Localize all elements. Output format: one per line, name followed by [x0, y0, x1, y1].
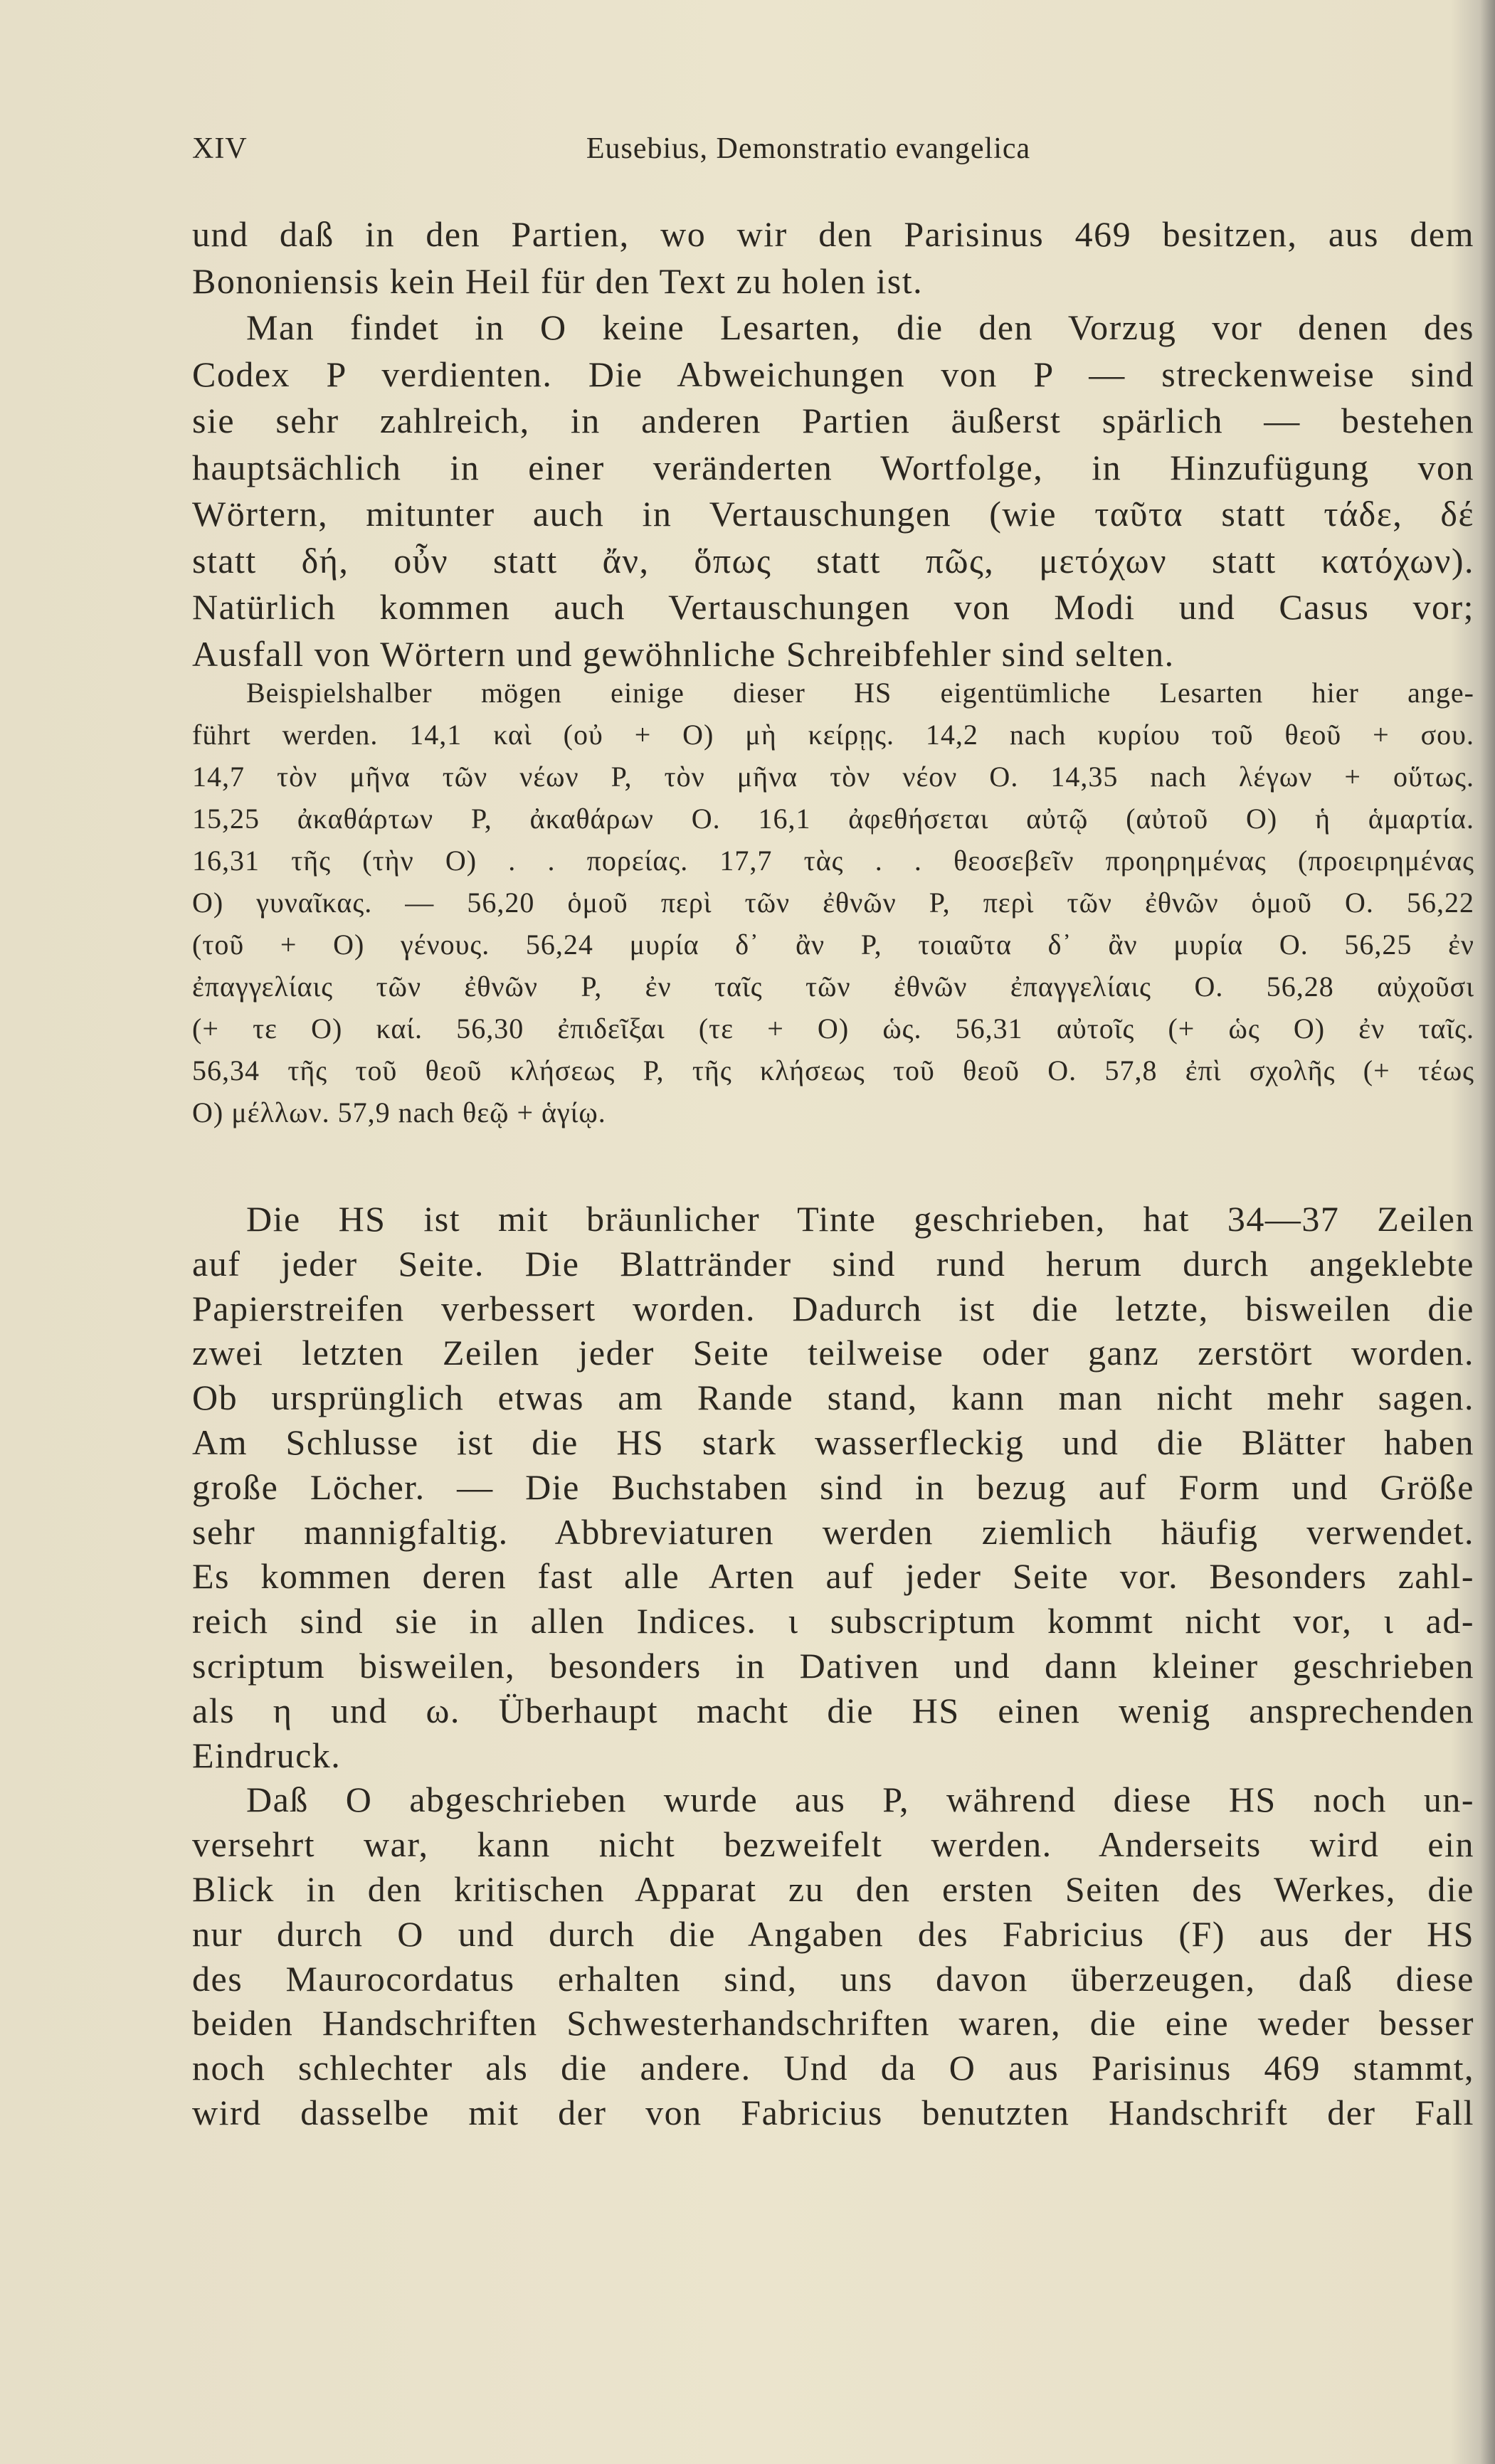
text-line: wird dasselbe mit der von Fabricius benutzten Handschrift der Fall [192, 2092, 1474, 2132]
text-line: 16,31 τῆς (τὴν O) . . πορείας. 17,7 τὰς . . θεοσεβεῖν προηρημένας (προειρημένας [192, 845, 1474, 877]
body-text-upper [192, 211, 1474, 677]
paragraph [192, 672, 1474, 1133]
text-line: Bononiensis kein Heil für den Text zu holen ist. [192, 260, 924, 301]
text-line: Am Schlusse ist die HS stark wasserfleckig und die Blätter haben [192, 1422, 1474, 1462]
text-line: auf jeder Seite. Die Blattränder sind rund herum durch angeklebte [192, 1243, 1474, 1284]
text-line: 14,7 τὸν μῆνα τῶν νέων P, τὸν μῆνα τὸν νέον O. 14,35 nach λέγων + οὕτως. [192, 761, 1474, 793]
text-line: Die HS ist mit bräunlicher Tinte geschrieben, hat 34—37 Zeilen [246, 1199, 1474, 1239]
body-text-lower [192, 1197, 1474, 2135]
text-line: zwei letzten Zeilen jeder Seite teilweise oder ganz zerstört worden. [192, 1333, 1474, 1373]
text-line: sehr mannigfaltig. Abbreviaturen werden ziemlich häufig verwendet. [192, 1511, 1474, 1552]
text-line: große Löcher. — Die Buchstaben sind in bezug auf Form und Größe [192, 1466, 1474, 1507]
text-line: des Maurocordatus erhalten sind, uns davon überzeugen, daß diese [192, 1958, 1474, 1999]
text-line: Papierstreifen verbessert worden. Dadurch ist die letzte, bisweilen die [192, 1288, 1474, 1328]
text-line: nur durch O und durch die Angaben des Fabricius (F) aus der HS [192, 1913, 1474, 1954]
text-line: Natürlich kommen auch Vertauschungen von Modi und Casus vor; [192, 587, 1474, 627]
text-line: O) μέλλων. 57,9 nach θεῷ + ἁγίῳ. [192, 1096, 606, 1128]
text-line: Blick in den kritischen Apparat zu den ersten Seiten des Werkes, die [192, 1868, 1474, 1909]
text-line: 15,25 ἀκαθάρτων P, ἀκαθάρων O. 16,1 ἀφεθήσεται αὐτῷ (αὐτοῦ O) ἡ ἁμαρτία. [192, 803, 1474, 835]
text-line: Daß O abgeschrieben wurde aus P, während diese HS noch un- [246, 1780, 1474, 1820]
text-line: statt δή, οὖν statt ἄν, ὅπως statt πῶς, μετόχων statt κατόχων). [192, 540, 1474, 581]
text-line: Codex P verdienten. Die Abweichungen von P — streckenweise sind [192, 354, 1474, 394]
paragraph [192, 305, 1474, 677]
text-line: O) γυναῖκας. — 56,20 ὁμοῦ περὶ τῶν ἐθνῶν P, περὶ τῶν ἐθνῶν ὁμοῦ O. 56,22 [192, 887, 1474, 919]
text-line: sie sehr zahlreich, in anderen Partien äußerst spärlich — bestehen [192, 401, 1474, 440]
text-line: Ob ursprünglich etwas am Rande stand, kann man nicht mehr sagen. [192, 1378, 1474, 1418]
text-line: (+ τε O) καί. 56,30 ἐπιδεῖξαι (τε + O) ὡς. 56,31 αὐτοῖς (+ ὡς O) ἐν ταῖς. [192, 1012, 1474, 1045]
paragraph [192, 1197, 1474, 1777]
text-line: reich sind sie in allen Indices. ι subscriptum kommt nicht vor, ι ad- [192, 1601, 1474, 1641]
running-title: Eusebius, Demonstratio evangelica [586, 132, 1031, 165]
text-line: Eindruck. [192, 1735, 342, 1775]
text-line: Beispielshalber mögen einige dieser HS eigentümliche Lesarten hier ange- [246, 677, 1474, 709]
text-line: versehrt war, kann nicht bezweifelt werden. Anderseits wird ein [192, 1824, 1474, 1865]
text-line: 56,34 τῆς τοῦ θεοῦ κλήσεως P, τῆς κλήσεως τοῦ θεοῦ O. 57,8 ἐπὶ σχολῆς (+ τέως [192, 1054, 1474, 1086]
text-line: (τοῦ + O) γένους. 56,24 μυρία δ᾽ ἂν P, τοιαῦτα δ᾽ ἂν μυρία O. 56,25 ἐν [192, 929, 1474, 961]
text-line: beiden Handschriften Schwesterhandschriften waren, die eine weder besser [192, 2003, 1474, 2043]
text-line: Ausfall von Wörtern und gewöhnliche Schreibfehler sind selten. [192, 633, 1175, 674]
text-line: ἐπαγγελίαις τῶν ἐθνῶν P, ἐν ταῖς τῶν ἐθνῶν ἐπαγγελίαις O. 56,28 αὐχοῦσι [192, 971, 1474, 1003]
text-line: scriptum bisweilen, besonders in Dativen und dann kleiner geschrieben [192, 1645, 1474, 1686]
paragraph [192, 211, 1474, 305]
text-line: Man findet in O keine Lesarten, die den Vorzug vor denen des [246, 307, 1474, 347]
text-line: als η und ω. Überhaupt macht die HS einen wenig ansprechenden [192, 1690, 1474, 1730]
text-line: und daß in den Partien, wo wir den Parisinus 469 besitzen, aus dem [192, 214, 1474, 254]
footnote-variant-readings [192, 672, 1474, 1133]
text-line: Es kommen deren fast alle Arten auf jeder Seite vor. Besonders zahl- [192, 1556, 1474, 1597]
page-number: XIV [192, 132, 248, 165]
paragraph [192, 1777, 1474, 2135]
text-line: führt werden. 14,1 καὶ (οὐ + O) μὴ κείρῃς. 14,2 nach κυρίου τοῦ θεοῦ + σου. [192, 719, 1474, 751]
text-line: noch schlechter als die andere. Und da O aus Parisinus 469 stammt, [192, 2048, 1474, 2088]
text-line: Wörtern, mitunter auch in Vertauschungen (wie ταῦτα statt τάδε, δέ [192, 494, 1474, 534]
running-header [192, 132, 1474, 171]
text-line: hauptsächlich in einer veränderten Wortfolge, in Hinzufügung von [192, 447, 1474, 487]
